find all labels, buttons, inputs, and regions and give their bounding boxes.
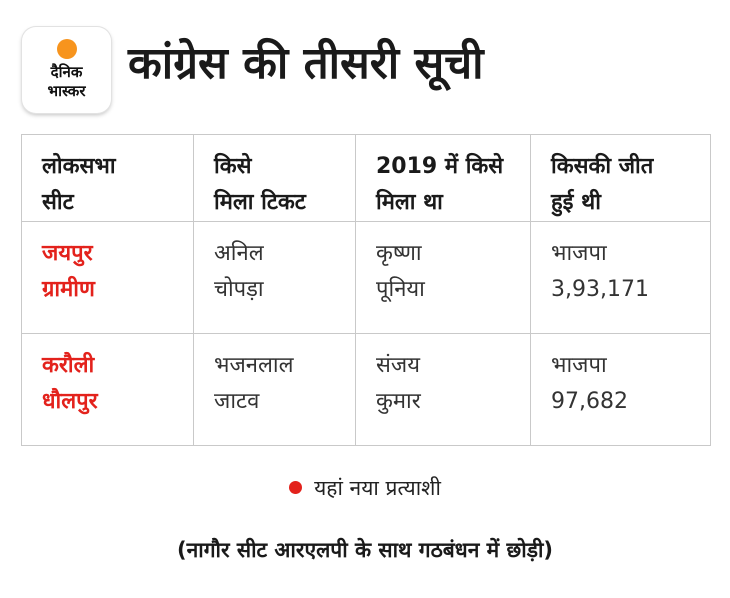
cell-line: चोपड़ा [214, 277, 264, 302]
candidate-table [21, 134, 711, 446]
prev-candidate-cell [356, 334, 531, 446]
seat-cell [22, 222, 194, 334]
header-line: किसकी जीत [551, 154, 654, 179]
header-line: सीट [42, 190, 74, 215]
header-winner [531, 135, 711, 222]
header-prev-candidate [356, 135, 531, 222]
cell-line: कुमार [376, 389, 421, 414]
cell-line: कृष्णा [376, 241, 422, 266]
red-dot-icon [289, 481, 302, 494]
legend [0, 468, 730, 508]
cell-line: करौली [42, 353, 95, 378]
candidate-cell [194, 334, 356, 446]
table-row [22, 334, 711, 446]
cell-line: पूनिया [376, 277, 425, 302]
header-line: मिला था [376, 190, 443, 215]
candidate-cell [194, 222, 356, 334]
header-line: लोकसभा [42, 154, 116, 179]
table-header-row [22, 135, 711, 222]
cell-line: अनिल [214, 241, 264, 266]
logo-line-2: भास्कर [47, 82, 86, 100]
cell-line: ग्रामीण [42, 277, 95, 302]
seat-cell [22, 334, 194, 446]
page-title: कांग्रेस की तीसरी सूची [128, 38, 484, 89]
header-candidate [194, 135, 356, 222]
header-line: 2019 में किसे [376, 154, 504, 179]
cell-line: भाजपा [551, 241, 607, 266]
footnote: (नागौर सीट आरएलपी के साथ गठबंधन में छोड़ी) [177, 538, 553, 562]
header-line: किसे [214, 154, 252, 179]
header-line: हुई थी [551, 190, 601, 215]
cell-line: जाटव [214, 389, 260, 414]
cell-line: 97,682 [551, 389, 628, 414]
cell-line: 3,93,171 [551, 277, 649, 302]
cell-line: संजय [376, 353, 420, 378]
header-seat [22, 135, 194, 222]
sun-icon [57, 39, 77, 59]
cell-line: भाजपा [551, 353, 607, 378]
logo-line-1: दैनिक [50, 63, 83, 81]
cell-line: धौलपुर [42, 389, 98, 414]
prev-candidate-cell [356, 222, 531, 334]
cell-line: जयपुर [42, 241, 93, 266]
cell-line: भजनलाल [214, 353, 294, 378]
header-line: मिला टिकट [214, 190, 306, 215]
dainik-bhaskar-logo [22, 27, 111, 113]
winner-cell [531, 222, 711, 334]
table-row [22, 222, 711, 334]
winner-cell [531, 334, 711, 446]
legend-text: यहां नया प्रत्याशी [314, 476, 441, 500]
